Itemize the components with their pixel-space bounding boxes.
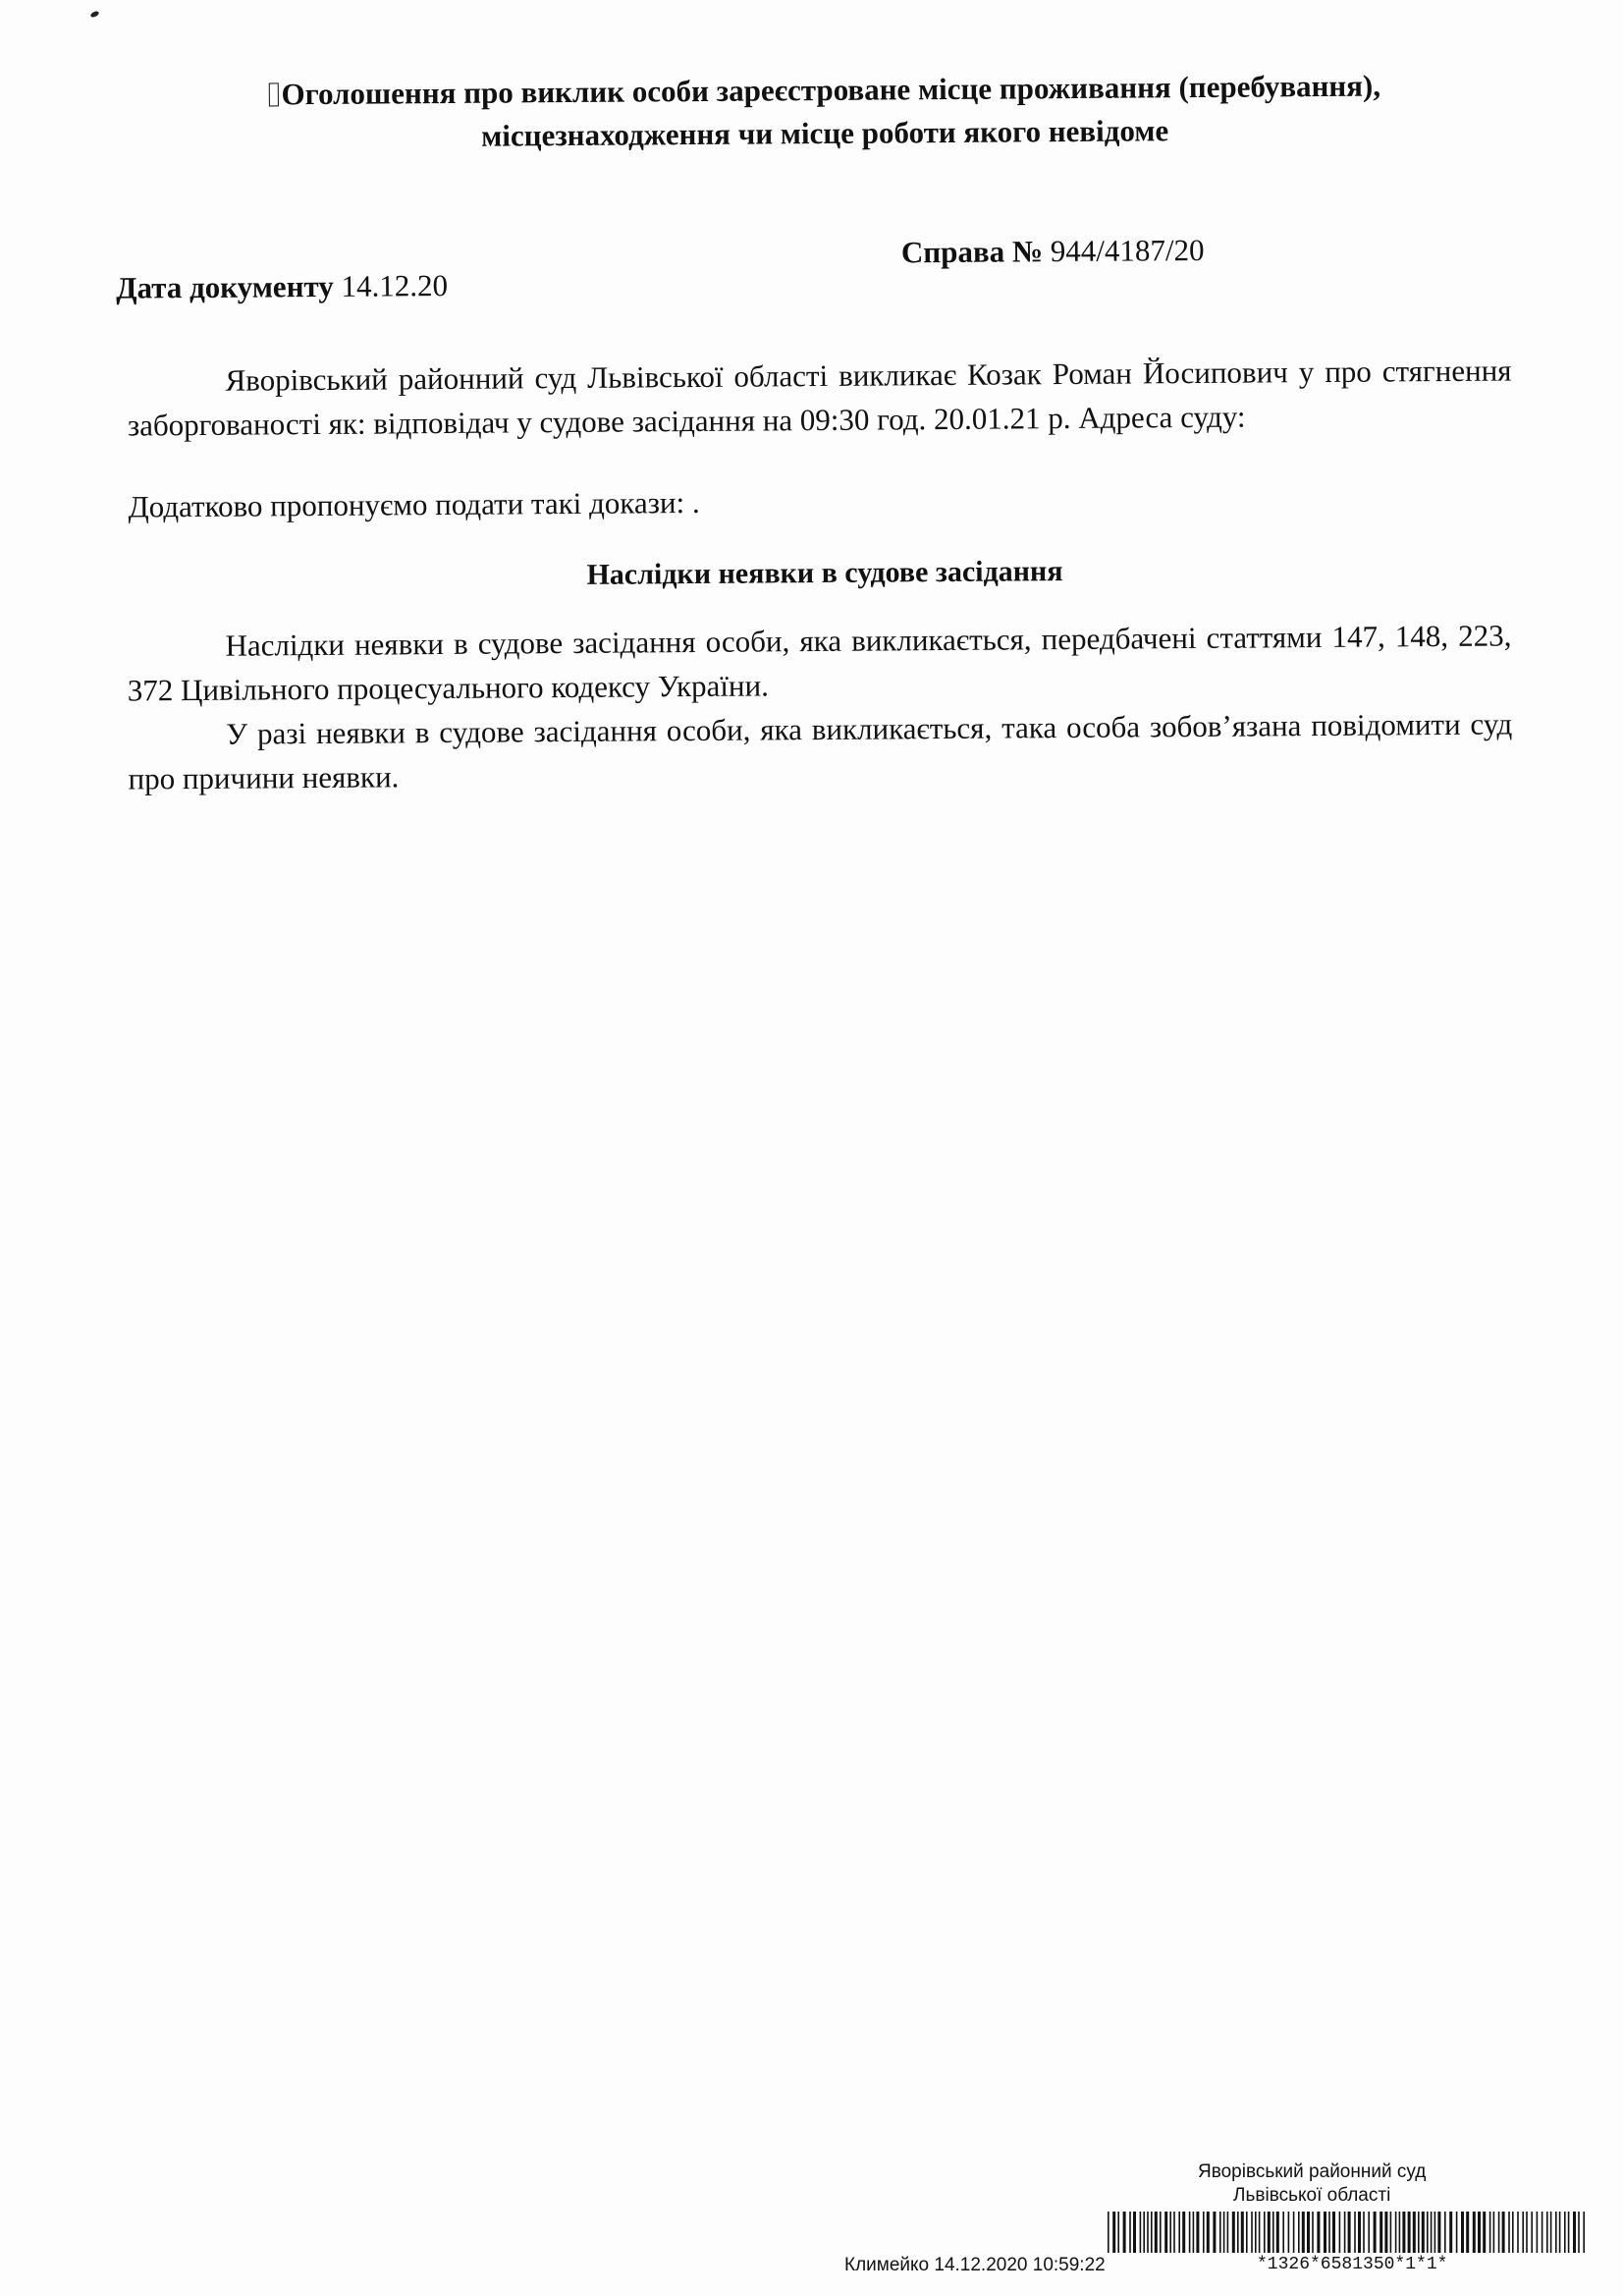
court-name-line-2: Львівської області [1233,2185,1391,2206]
barcode-bar [1537,2212,1539,2253]
barcode-bar [1182,2212,1185,2253]
barcode-bar [1147,2212,1149,2253]
barcode-bar [1413,2212,1416,2253]
barcode-bar [1178,2212,1180,2253]
barcode-bar [1169,2212,1171,2253]
barcode-bar [1203,2212,1205,2253]
footer-stamp [844,2160,1591,2278]
barcode-bar [1207,2212,1210,2253]
barcode-bar [1173,2212,1175,2253]
barcode-bar [1363,2212,1365,2253]
document-meta [116,230,1530,305]
barcode-bar [1434,2212,1436,2253]
barcode-bar [1461,2212,1464,2253]
barcode-bar [1298,2212,1300,2253]
barcode-bar [1344,2212,1346,2253]
barcode-bar [1108,2212,1109,2253]
barcode-bar [1564,2212,1566,2253]
summons-text: Яворівський районний суд Львівської області викликає Козак Роман Йосипович у про стягнення заборгованості як: відповідач у судове засідання на 09:30 год. 20.01.21 р. Адреса суду: [127,353,1512,443]
barcode-bar [1241,2212,1244,2253]
barcode-bar [1483,2212,1486,2253]
scan-speck [89,10,99,18]
consequences-paragraph: Наслідки неявки в судове засідання особи, яка викликається, передбачені статтями 147, 148, 223, 372 Цивільного процесуального кодексу України. [127,618,1512,708]
barcode-bar [1112,2212,1115,2253]
barcode-bar [1374,2212,1377,2253]
barcode-bar [1502,2212,1505,2253]
barcode-bar [1354,2212,1356,2253]
barcode-bar [1555,2212,1557,2253]
barcode-bar [1251,2212,1253,2253]
barcode-bar [1568,2212,1570,2253]
barcode-bar [1399,2212,1401,2253]
barcode-bar [1227,2212,1229,2253]
case-label: Справа № [900,234,1044,270]
date-label: Дата документу [116,268,334,305]
barcode-bar [1259,2212,1261,2253]
barcode-bar [1219,2212,1221,2253]
court-stamp [1198,2160,1426,2208]
barcode-bar [1155,2212,1158,2253]
barcode-bar [1276,2212,1279,2253]
barcode-bar [1272,2212,1274,2253]
barcode-bar [1427,2212,1429,2253]
barcode-bar [1493,2212,1495,2253]
barcode-bar [1288,2212,1290,2253]
document-date [116,268,448,306]
barcode-bar [1402,2212,1405,2253]
barcode-bar [1151,2212,1153,2253]
barcode [1108,2212,1587,2253]
barcode-bar [1380,2212,1382,2253]
barcode-bar [1307,2212,1310,2253]
barcode-bar [1255,2212,1257,2253]
barcode-bar [1512,2212,1514,2253]
barcode-bar [1117,2212,1119,2253]
summons-paragraph [127,348,1512,528]
barcode-bar [1164,2212,1167,2253]
court-name-line-1: Яворівський районний суд [1198,2161,1427,2182]
barcode-bar [1129,2212,1131,2253]
barcode-bar [1317,2212,1320,2253]
title-line-1-text: Оголошення про виклик особи зареєстроване місце проживання (перебування), [281,68,1381,112]
barcode-bar [1140,2212,1142,2253]
barcode-bar [1489,2212,1491,2253]
barcode-bar [1339,2212,1341,2253]
barcode-bar [1418,2212,1420,2253]
notification-paragraph: У разі неявки в судове засідання особи, яка викликається, така особа зобов’язана повідомити суд про причини неявки. [128,706,1513,796]
barcode-bar [1422,2212,1425,2253]
barcode-bar [1498,2212,1500,2253]
barcode-bar [1546,2212,1548,2253]
barcode-bar [1456,2212,1458,2253]
barcode-bar [1384,2212,1387,2253]
barcode-bar [1542,2212,1543,2253]
barcode-bar [1431,2212,1433,2253]
barcode-bar [1160,2212,1162,2253]
signer-timestamp: Климейко 14.12.2020 10:59:22 [844,2255,1106,2275]
barcode-bar [1223,2212,1225,2253]
barcode-bar [1123,2212,1126,2253]
barcode-bar [1444,2212,1446,2253]
barcode-bar [1408,2212,1411,2253]
barcode-bar [1196,2212,1199,2253]
barcode-bar [1550,2212,1552,2253]
barcode-bar [1237,2212,1239,2253]
barcode-bar [1522,2212,1524,2253]
barcode-bar [1232,2212,1235,2253]
barcode-bar [1143,2212,1145,2253]
barcode-bar [1358,2212,1361,2253]
barcode-bar [1302,2212,1305,2253]
barcode-bar [1293,2212,1295,2253]
barcode-bar [1583,2212,1585,2253]
missing-glyph-box [268,82,278,106]
barcode-bar [1531,2212,1533,2253]
barcode-bar [1508,2212,1510,2253]
barcode-bar [1213,2212,1216,2253]
case-value: 944/4187/20 [1050,232,1205,269]
consequences-heading: Наслідки неявки в судове засідання [586,555,1063,591]
barcode-bar [1437,2212,1440,2253]
barcode-bar [1268,2212,1271,2253]
barcode-bar [1328,2212,1330,2253]
title-line-2: місцезнаходження чи місце роботи якого невідоме [481,113,1169,153]
barcode-bar [1573,2212,1576,2253]
barcode-bar [1395,2212,1397,2253]
barcode-bar [1246,2212,1248,2253]
barcode-bar [1324,2212,1326,2253]
barcode-bar [1312,2212,1314,2253]
case-number [901,233,1205,270]
barcode-bar [1473,2212,1476,2253]
barcode-bar [1578,2212,1580,2253]
barcode-bar [1332,2212,1335,2253]
barcode-bar [1478,2212,1481,2253]
barcode-bar [1133,2212,1136,2253]
date-value: 14.12.20 [341,268,449,303]
barcode-bar [1517,2212,1519,2253]
barcode-bar [1449,2212,1452,2253]
document-title [196,64,1454,160]
barcode-bar [1282,2212,1284,2253]
barcode-bar [1390,2212,1392,2253]
barcode-bar [1264,2212,1266,2253]
evidence-request: Додатково пропонуємо подати такі докази: . [128,484,700,524]
consequences-section [127,613,1512,800]
barcode-bar [1466,2212,1469,2253]
barcode-bar [1559,2212,1561,2253]
barcode-bar [1189,2212,1191,2253]
barcode-bar [1526,2212,1528,2253]
barcode-bar [1193,2212,1195,2253]
barcode-number: *1326*6581350*1*1* [1257,2255,1448,2274]
barcode-bar [1348,2212,1351,2253]
barcode-bar [1368,2212,1370,2253]
